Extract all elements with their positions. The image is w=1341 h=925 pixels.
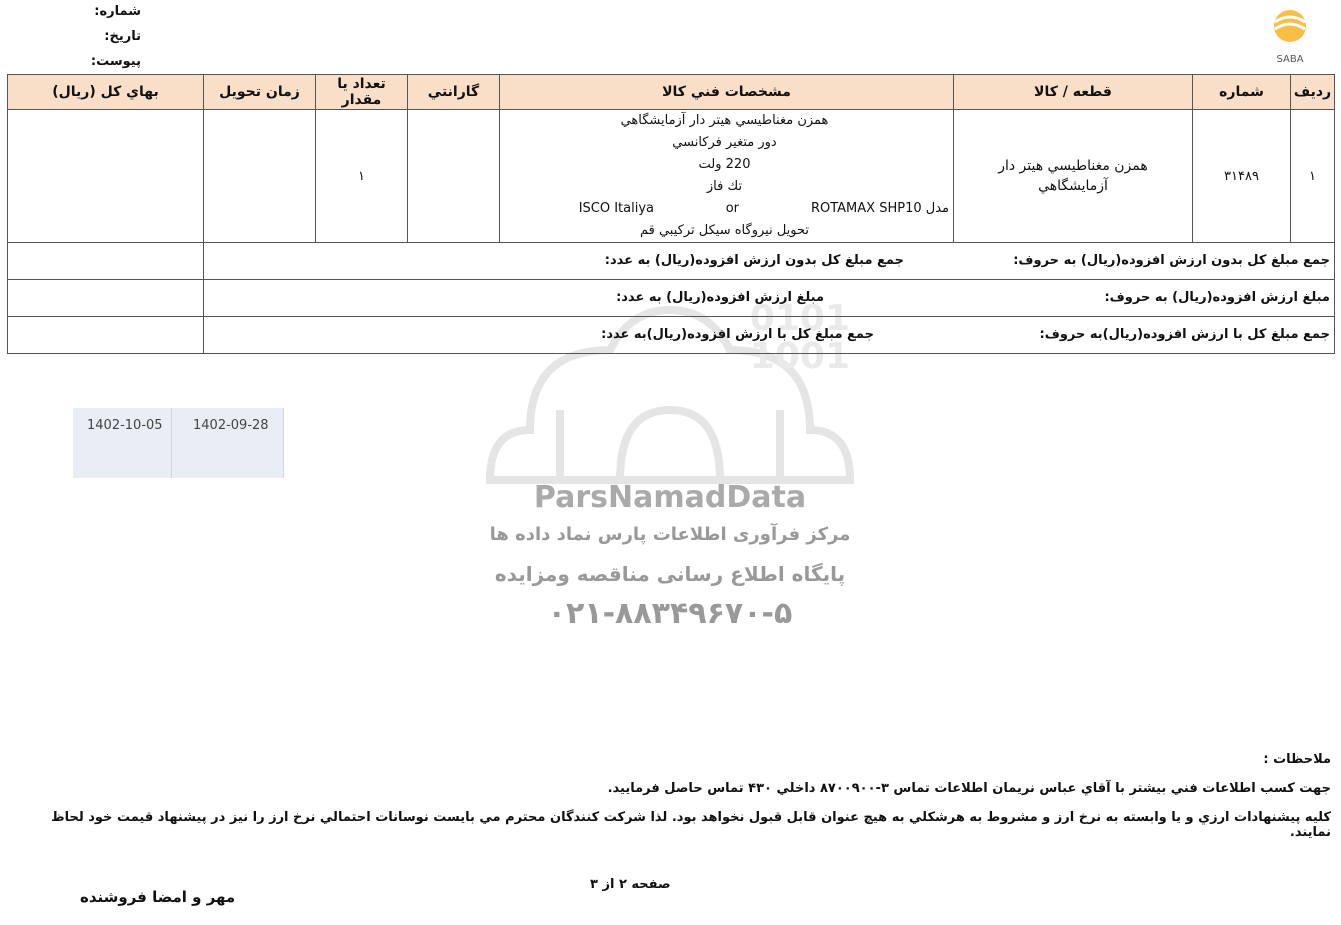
spec-model-line: [500, 198, 949, 220]
table-row: [8, 110, 1335, 243]
spec-line: 220 ولت: [698, 157, 751, 172]
summary-vat-words: مبلغ ارزش افزوده(ريال) به حروف:: [1104, 290, 1330, 305]
model-a: ROTAMAX SHP10: [810, 201, 922, 216]
summary-vat-value[interactable]: [8, 280, 204, 317]
date-end: 1402-10-05: [87, 418, 163, 433]
col-header-total: بهاي كل (ريال): [8, 75, 204, 110]
spec-line: همزن مغناطيسي هيتر دار آزمايشگاهي: [620, 113, 829, 128]
row-number: ۳۱۴۸۹: [1193, 110, 1291, 243]
attachment-label: پيوست:: [90, 54, 141, 69]
model-prefix: مدل ROTAMAX SHP10: [810, 201, 949, 216]
row-spec: [500, 110, 954, 243]
row-warranty[interactable]: [408, 110, 500, 243]
summary-net-words: جمع مبلغ كل بدون ارزش افزوده(ريال) به حروف:: [1013, 253, 1330, 268]
col-header-quantity: تعداد يا مقدار: [316, 75, 408, 110]
page-number: صفحه ۲ از ۳: [590, 877, 671, 892]
row-delivery-time[interactable]: [204, 110, 316, 243]
col-header-spec: مشخصات فني كالا: [500, 75, 954, 110]
watermark-phone: ۰۲۱-۸۸۳۴۹۶۷۰-۵: [547, 596, 793, 631]
summary-vat-digits: مبلغ ارزش افزوده(ريال) به عدد:: [616, 290, 824, 305]
col-header-delivery: زمان تحويل: [204, 75, 316, 110]
watermark-line-2: پایگاه اطلاع رسانی مناقصه ومزایده: [494, 562, 846, 586]
summary-total-value[interactable]: [8, 317, 204, 354]
items-table: [7, 74, 1335, 354]
summary-net-value[interactable]: [8, 243, 204, 280]
model-b: ISCO Italiya: [578, 201, 654, 216]
notes-section: [31, 752, 1331, 854]
date-label: تاريخ:: [104, 29, 141, 44]
col-header-item: قطعه / كالا: [954, 75, 1193, 110]
spec-line: دور متغير فركانسي: [672, 135, 777, 150]
dates-box: [73, 408, 284, 478]
row-index: ۱: [1291, 110, 1335, 243]
row-total-price[interactable]: [8, 110, 204, 243]
summary-row-total: [8, 317, 1335, 354]
row-item: همزن مغناطيسي هيتر دار آزمايشگاهي: [954, 110, 1193, 243]
summary-row-vat: [8, 280, 1335, 317]
watermark-brand: ParsNamadData: [533, 480, 807, 515]
model-or: or: [725, 201, 739, 216]
col-header-warranty: گارانتي: [408, 75, 500, 110]
seal-signature-label: مهر و امضا فروشنده: [80, 888, 236, 906]
header-fields: [11, 4, 141, 79]
spec-delivery-line: تحويل نيروگاه سيكل تركيبي قم: [639, 223, 810, 238]
svg-text:1001: 1001: [749, 336, 850, 377]
dates-divider: [171, 408, 172, 478]
notes-title: ملاحظات :: [1263, 752, 1331, 767]
company-logo: [1257, 4, 1323, 68]
notes-line-1: جهت كسب اطلاعات فني بيشتر با آقاي عباس نريمان اطلاعات تماس ۳-۸۷۰۰۹۰۰ داخلي ۴۳۰ تماس حاصل فرماييد.: [607, 781, 1331, 796]
table-header-row: [8, 75, 1335, 110]
number-label: شماره:: [94, 4, 141, 19]
svg-text:0101: 0101: [749, 298, 850, 339]
svg-text:SABA: SABA: [1276, 54, 1304, 65]
summary-net-digits: جمع مبلغ كل بدون ارزش افزوده(ريال) به عدد:: [604, 253, 904, 268]
col-header-number: شماره: [1193, 75, 1291, 110]
col-header-index: رديف: [1291, 75, 1335, 110]
spec-line: تك فاز: [706, 179, 743, 194]
summary-total-words: جمع مبلغ كل با ارزش افزوده(ريال)به حروف:: [1039, 327, 1330, 342]
summary-total-digits: جمع مبلغ كل با ارزش افزوده(ريال)به عدد:: [601, 327, 874, 342]
notes-line-2: كليه پيشنهادات ارزي و يا وابسته به نرخ ارز و مشروط به هرشكلي به هيچ عنوان قابل قبول نخواهد بود. لذا شركت كنندگان محترم مي بايست نوسانات احتمالي نرخ ارز را نيز در پيشنهاد قيمت خود لحاظ نمايند.: [51, 810, 1331, 840]
date-start: 1402-09-28: [193, 418, 269, 433]
row-quantity: ۱: [316, 110, 408, 243]
summary-row-net: [8, 243, 1335, 280]
watermark-line-1: مرکز فرآوری اطلاعات پارس نماد داده ها: [489, 524, 851, 545]
